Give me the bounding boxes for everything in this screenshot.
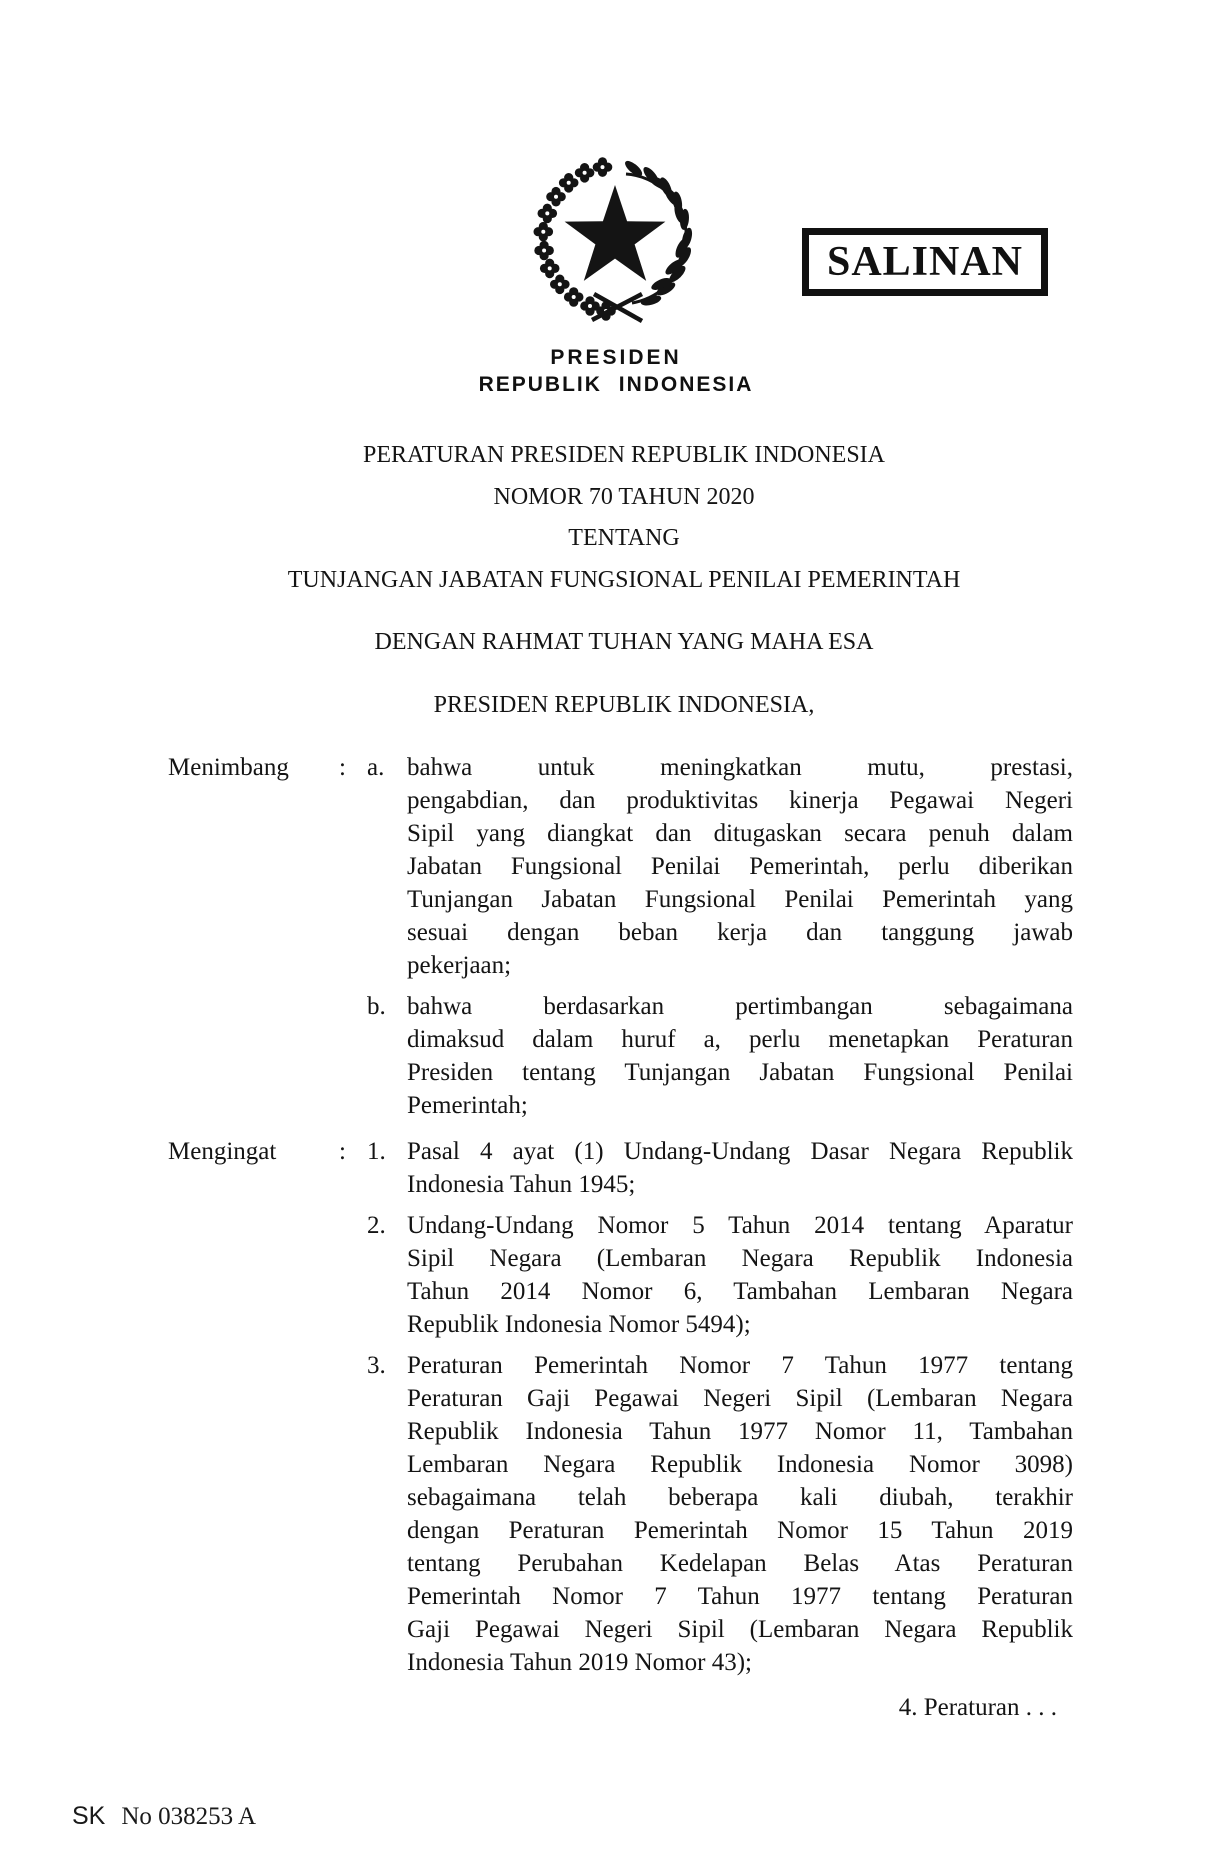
item-lines — [407, 1135, 1073, 1201]
item-lines — [407, 751, 1073, 982]
authority-line: PRESIDEN REPUBLIK INDONESIA, — [433, 692, 815, 718]
item-lines — [407, 990, 1073, 1122]
serial-prefix: SK — [72, 1802, 106, 1830]
text-line: dengan Peraturan Pemerintah Nomor 15 Tahun 2019 — [407, 1517, 1073, 1544]
text-line: pekerjaan; — [407, 952, 512, 979]
clause-label: Mengingat — [168, 1138, 277, 1165]
text-line: tentang Perubahan Kedelapan Belas Atas Peraturan — [407, 1550, 1073, 1577]
clause-label: Menimbang — [168, 754, 289, 781]
regulation-title-line: PERATURAN PRESIDEN REPUBLIK INDONESIA — [362, 442, 886, 468]
item-lines — [407, 1349, 1073, 1679]
text-line: Sipil Negara (Lembaran Negara Republik Indonesia — [407, 1245, 1073, 1272]
text-line: Presiden tentang Tunjangan Jabatan Fungsional Penilai — [407, 1059, 1073, 1086]
text-line: Pasal 4 ayat (1) Undang-Undang Dasar Negara Republik — [407, 1138, 1073, 1165]
text-line: bahwa berdasarkan pertimbangan sebagaimana — [407, 993, 1073, 1020]
text-line: Indonesia Tahun 2019 Nomor 43); — [407, 1649, 752, 1676]
text-line: Tahun 2014 Nomor 6, Tambahan Lembaran Negara — [407, 1278, 1073, 1305]
item-marker: a. — [367, 754, 385, 781]
document-heading — [180, 0, 1068, 740]
salinan-stamp-label: SALINAN — [826, 239, 1024, 285]
document-serial — [72, 1801, 256, 1832]
text-line: sebagaimana telah beberapa kali diubah, terakhir — [407, 1484, 1073, 1511]
clause-item — [367, 1135, 1073, 1201]
catchword: 4. Peraturan . . . — [898, 1694, 1057, 1721]
item-marker: 2. — [367, 1212, 386, 1239]
invocation-line: DENGAN RAHMAT TUHAN YANG MAHA ESA — [374, 629, 874, 655]
clause-row — [168, 751, 1073, 1122]
text-line: Tunjangan Jabatan Fungsional Penilai Pemerintah yang — [407, 886, 1073, 913]
regulation-subject-line: TUNJANGAN JABATAN FUNGSIONAL PENILAI PEMERINTAH — [287, 567, 961, 593]
text-line: bahwa untuk meningkatkan mutu, prestasi, — [407, 754, 1073, 781]
item-marker: b. — [367, 993, 386, 1020]
text-line: Peraturan Pemerintah Nomor 7 Tahun 1977 tentang — [407, 1352, 1073, 1379]
serial-number: No 038253 A — [121, 1803, 257, 1830]
text-line: sesuai dengan beban kerja dan tanggung jawab — [407, 919, 1073, 946]
clause-colon: : — [339, 1138, 346, 1165]
preamble-clauses — [168, 751, 1073, 1679]
clause-item — [367, 1349, 1073, 1679]
clause-item — [367, 1209, 1073, 1341]
item-lines — [407, 1209, 1073, 1341]
clause-colon: : — [339, 754, 346, 781]
text-line: Lembaran Negara Republik Indonesia Nomor 3098) — [407, 1451, 1073, 1478]
text-line: Jabatan Fungsional Penilai Pemerintah, perlu diberikan — [407, 853, 1073, 880]
letterhead-line-republik-indonesia: REPUBLIK INDONESIA — [478, 373, 754, 396]
text-line: Republik Indonesia Nomor 5494); — [407, 1311, 751, 1338]
item-marker: 3. — [367, 1352, 386, 1379]
text-line: Pemerintah Nomor 7 Tahun 1977 tentang Peraturan — [407, 1583, 1073, 1610]
text-line: Pemerintah; — [407, 1092, 528, 1119]
item-marker: 1. — [367, 1138, 386, 1165]
text-line: dimaksud dalam huruf a, perlu menetapkan Peraturan — [407, 1026, 1073, 1053]
clause-items — [367, 751, 1073, 1122]
text-line: Peraturan Gaji Pegawai Negeri Sipil (Lembaran Negara — [407, 1385, 1073, 1412]
letterhead-line-presiden: PRESIDEN — [550, 346, 682, 369]
text-line: Undang-Undang Nomor 5 Tahun 2014 tentang Aparatur — [407, 1212, 1073, 1239]
text-line: Indonesia Tahun 1945; — [407, 1171, 636, 1198]
text-line: Gaji Pegawai Negeri Sipil (Lembaran Negara Republik — [407, 1616, 1073, 1643]
text-line: Republik Indonesia Tahun 1977 Nomor 11, Tambahan — [407, 1418, 1073, 1445]
clause-item — [367, 990, 1073, 1122]
clause-items — [367, 1135, 1073, 1679]
regulation-number-line: NOMOR 70 TAHUN 2020 — [493, 484, 755, 510]
text-line: pengabdian, dan produktivitas kinerja Pegawai Negeri — [407, 787, 1073, 814]
clause-item — [367, 751, 1073, 982]
text-line: Sipil yang diangkat dan ditugaskan secara penuh dalam — [407, 820, 1073, 847]
tentang-line: TENTANG — [568, 525, 680, 551]
clause-row — [168, 1135, 1073, 1679]
